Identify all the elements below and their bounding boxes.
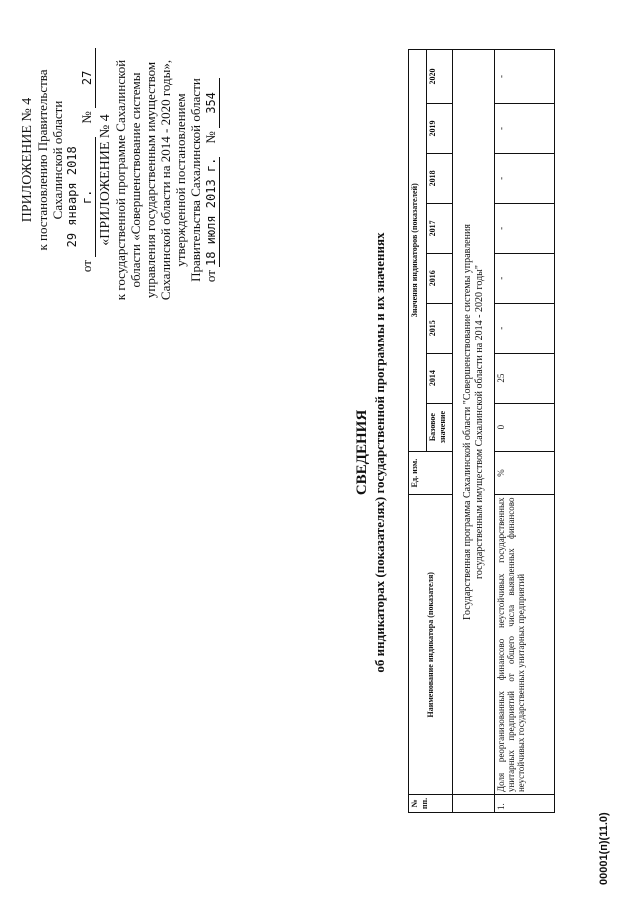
appendix-number: 354 [204, 78, 220, 128]
column-header-values: Значения индикаторов (показателей) [409, 50, 427, 452]
appendix-line: Сахалинской области на 2014 - 2020 годы», [158, 59, 173, 301]
indicator-base-value: 0 [495, 403, 555, 451]
appendix-line: к постановлению Правительства [35, 69, 50, 251]
indicator-value: - [495, 253, 555, 303]
indicator-unit: % [495, 451, 555, 495]
column-header-year: 2017 [427, 203, 453, 253]
document-title: СВЕДЕНИЯ [354, 409, 370, 496]
column-header-year: 2019 [427, 103, 453, 153]
document-subtitle: об индикаторах (показателях) государственной программы и их значениях [372, 232, 387, 673]
indicator-name: Доля реорганизованных финансово неустойчивых государственных унитарных предприятий от общего числа выявленных финансово неустойчивых государственных унитарных предприятий [495, 495, 555, 795]
column-header-unit: Ед. изм. [409, 451, 453, 495]
column-header-name: Наименование индикатора (показателя) [409, 495, 453, 795]
appendix-line: Правительства Сахалинской области [188, 78, 203, 282]
column-header-year: 2018 [427, 153, 453, 203]
column-header-year: 2020 [427, 50, 453, 104]
form-code: 00001(п)(11.0) [598, 812, 610, 885]
appendix-header-current [20, 25, 96, 295]
appendix-line: области «Совершенствование системы [128, 72, 143, 288]
appendix-line: утвержденной постановлением [173, 93, 188, 267]
indicators-table [408, 49, 555, 813]
program-title-row: Государственная программа Сахалинской области "Совершенствование системы управления государственным имуществом Сахалинской области на 2014 - 2020 годы" [453, 50, 495, 795]
appendix-line: к государственной программе Сахалинской [113, 59, 128, 301]
appendix-number: 27 [80, 48, 96, 108]
appendix-line: Сахалинской области [50, 100, 65, 220]
appendix-date: 18 июля 2013 г. [204, 157, 218, 267]
appendix-title: ПРИЛОЖЕНИЕ № 4 [20, 97, 35, 223]
indicator-value: - [495, 303, 555, 353]
column-header-year: 2015 [427, 303, 453, 353]
indicator-value: - [495, 103, 555, 153]
indicator-value: - [495, 203, 555, 253]
column-header-base: Базовое значение [427, 403, 453, 451]
appendix-header-original [98, 15, 220, 345]
appendix-date-line: от 18 июля 2013 г. № 354 [203, 15, 220, 345]
appendix-date-line: от 29 января 2018 г. № 27 [65, 25, 96, 295]
appendix-date: 29 января 2018 г. [65, 137, 96, 257]
indicator-value: 25 [495, 353, 555, 403]
indicator-value: - [495, 153, 555, 203]
appendix-title: «ПРИЛОЖЕНИЕ № 4 [98, 114, 113, 246]
row-number: 1. [495, 795, 555, 813]
column-header-year: 2016 [427, 253, 453, 303]
indicator-value: - [495, 50, 555, 104]
column-header-number: № пп. [409, 795, 453, 813]
appendix-line: управления государственным имуществом [143, 61, 158, 299]
column-header-year: 2014 [427, 353, 453, 403]
